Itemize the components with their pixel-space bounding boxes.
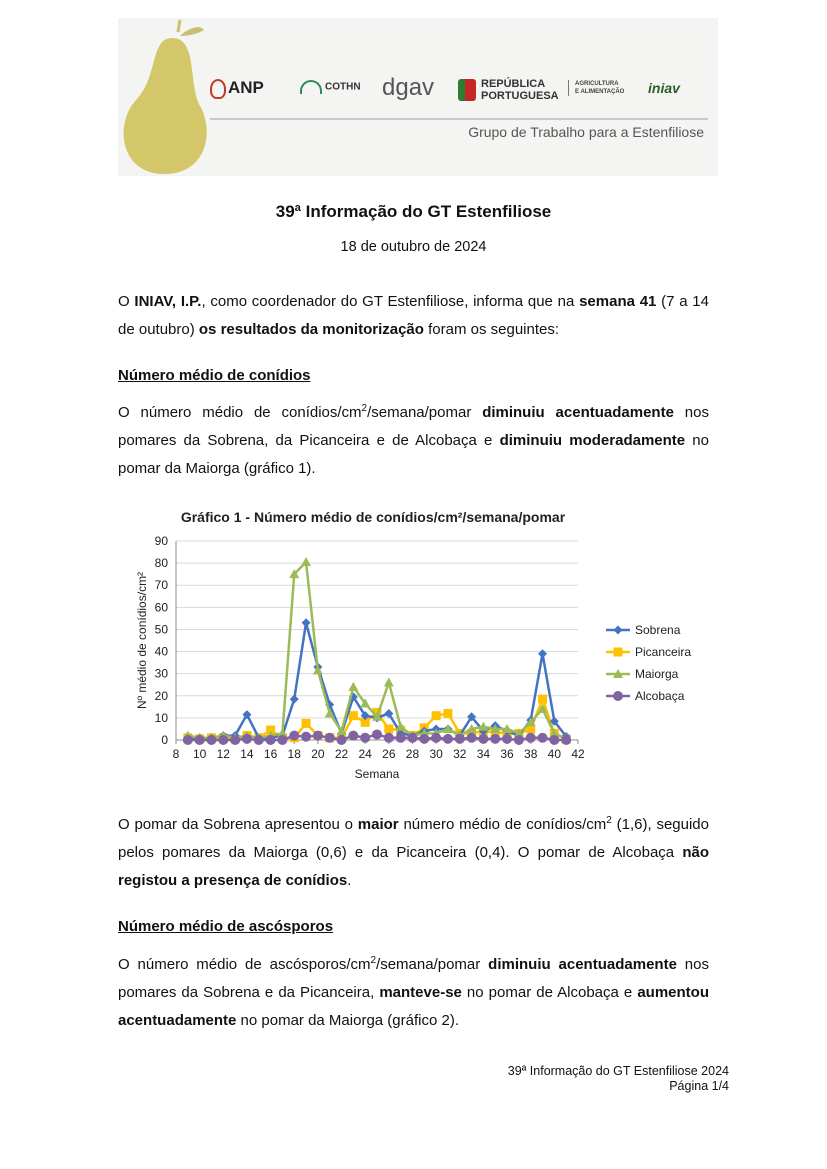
data-point-alcobaça bbox=[384, 733, 394, 743]
data-point-picanceira bbox=[349, 711, 358, 720]
data-point-alcobaça bbox=[301, 732, 311, 742]
y-tick-label: 20 bbox=[154, 688, 168, 703]
conidios-line-chart bbox=[128, 500, 708, 790]
legend-label: Sobrena bbox=[635, 623, 681, 637]
data-point-alcobaça bbox=[218, 735, 228, 745]
data-point-alcobaça bbox=[443, 734, 453, 744]
x-tick-label: 10 bbox=[192, 747, 207, 761]
y-tick-label: 30 bbox=[154, 666, 168, 681]
legend-label: Picanceira bbox=[635, 645, 692, 659]
data-point-alcobaça bbox=[514, 735, 524, 745]
data-point-maiorga bbox=[348, 682, 358, 691]
x-tick-label: 12 bbox=[216, 747, 230, 761]
data-point-alcobaça bbox=[549, 735, 559, 745]
y-tick-label: 0 bbox=[161, 733, 168, 747]
republica-portuguesa-logo: REPÚBLICA PORTUGUESA bbox=[458, 78, 559, 102]
legend-label: Maiorga bbox=[635, 667, 679, 681]
data-point-alcobaça bbox=[455, 734, 465, 744]
x-axis-label: Semana bbox=[354, 767, 400, 781]
x-tick-label: 36 bbox=[500, 747, 514, 761]
ascosporos-paragraph: O número médio de ascósporos/$cm^2/semana$/pomar diminuiu acentuadamente nos pomares da Sobrena e da Picanceira, manteve-se no pomar de Alcobaça e aumentou acentuadamente no pomar da Maiorga (gráfico 2). bbox=[118, 955, 709, 1029]
data-point-alcobaça bbox=[561, 735, 571, 745]
data-point-picanceira bbox=[384, 724, 393, 733]
legend-marker-sobrena bbox=[614, 626, 623, 635]
data-point-alcobaça bbox=[348, 731, 358, 741]
y-axis-label: Nº médio de conídios/cm² bbox=[135, 571, 149, 710]
legend-marker-picanceira bbox=[614, 648, 623, 657]
data-point-sobrena bbox=[538, 649, 547, 658]
x-tick-label: 22 bbox=[334, 747, 349, 761]
agricultura-logo: AGRICULTURA E ALIMENTAÇÃO bbox=[568, 80, 624, 96]
data-point-maiorga bbox=[301, 557, 311, 566]
banner-divider bbox=[210, 118, 708, 120]
legend-marker-alcobaça bbox=[613, 691, 623, 701]
intro-paragraph: O INIAV, I.P., como coordenador do GT Estenfiliose, informa que na semana 41 (7 a 14 de outubro) os resultados da monitorização foram os seguintes: bbox=[118, 293, 709, 338]
x-tick-label: 26 bbox=[382, 747, 396, 761]
y-tick-label: 40 bbox=[154, 644, 168, 659]
data-point-alcobaça bbox=[419, 734, 429, 744]
iniav-logo: iniav bbox=[648, 80, 680, 96]
x-tick-label: 30 bbox=[429, 747, 443, 761]
x-tick-label: 16 bbox=[263, 747, 278, 761]
x-tick-label: 40 bbox=[547, 747, 562, 761]
data-point-alcobaça bbox=[313, 731, 323, 741]
chart-title: Gráfico 1 - Número médio de conídios/cm²/semana/pomar bbox=[180, 509, 566, 525]
footer-doc-title: 39ª Informação do GT Estenfiliose 2024 bbox=[507, 1064, 729, 1078]
data-point-alcobaça bbox=[289, 731, 299, 741]
x-tick-label: 8 bbox=[172, 747, 180, 761]
data-point-alcobaça bbox=[325, 733, 335, 743]
x-tick-label: 20 bbox=[311, 747, 325, 761]
data-point-picanceira bbox=[443, 709, 452, 718]
data-point-alcobaça bbox=[407, 733, 417, 743]
data-point-alcobaça bbox=[431, 733, 441, 743]
data-point-alcobaça bbox=[538, 733, 548, 743]
document-date: 18 de outubro de 2024 bbox=[340, 239, 487, 255]
data-point-alcobaça bbox=[337, 735, 347, 745]
x-tick-label: 14 bbox=[240, 747, 254, 761]
data-point-maiorga bbox=[384, 678, 394, 687]
x-tick-label: 38 bbox=[524, 747, 538, 761]
data-point-alcobaça bbox=[360, 733, 370, 743]
anp-logo: ANP bbox=[210, 78, 264, 99]
document-title: 39ª Informação do GT Estenfiliose bbox=[275, 202, 552, 221]
banner-subtitle: Grupo de Trabalho para a Estenfiliose bbox=[468, 124, 704, 140]
section-heading-ascosporos: Número médio de ascósporos bbox=[118, 918, 334, 935]
data-point-alcobaça bbox=[183, 735, 193, 745]
data-point-alcobaça bbox=[478, 734, 488, 744]
data-point-alcobaça bbox=[242, 734, 252, 744]
data-point-alcobaça bbox=[490, 734, 500, 744]
section-heading-conidios: Número médio de conídios bbox=[118, 367, 311, 384]
dgav-logo: dgav bbox=[382, 74, 435, 101]
y-tick-label: 80 bbox=[154, 556, 168, 571]
legend-label: Alcobaça bbox=[635, 689, 685, 703]
conidios-paragraph-2: O pomar da Sobrena apresentou o maior número médio de conídios/$cm^2$ (1,6), seguido pelos pomares da Maiorga (0,6) e da Picanceira (0,4). O pomar de Alcobaça não registou a presença de conídios. bbox=[118, 815, 709, 889]
data-point-alcobaça bbox=[372, 729, 382, 739]
data-point-alcobaça bbox=[195, 735, 205, 745]
y-tick-label: 70 bbox=[154, 578, 168, 593]
x-tick-label: 24 bbox=[358, 747, 372, 761]
cothn-logo: COTHN bbox=[300, 80, 361, 94]
conidios-paragraph-1: O número médio de conídios/$cm^2/semana$/pomar diminuiu acentuadamente nos pomares da Sobrena, da Picanceira e de Alcobaça e diminuiu moderadamente no pomar da Maiorga (gráfico 1). bbox=[118, 403, 709, 477]
y-tick-label: 90 bbox=[154, 534, 168, 548]
data-point-picanceira bbox=[538, 695, 547, 704]
data-point-alcobaça bbox=[467, 733, 477, 743]
data-point-picanceira bbox=[302, 719, 311, 728]
data-point-sobrena bbox=[302, 618, 311, 627]
data-point-alcobaça bbox=[396, 733, 406, 743]
data-point-picanceira bbox=[432, 711, 441, 720]
data-point-alcobaça bbox=[230, 735, 240, 745]
data-point-alcobaça bbox=[254, 735, 264, 745]
footer-page-number: Página 1/4 bbox=[669, 1079, 729, 1093]
data-point-alcobaça bbox=[502, 734, 512, 744]
data-point-alcobaça bbox=[526, 733, 536, 743]
y-tick-label: 10 bbox=[154, 710, 168, 725]
x-tick-label: 34 bbox=[476, 747, 491, 761]
y-tick-label: 50 bbox=[154, 622, 168, 637]
data-point-alcobaça bbox=[266, 735, 276, 745]
y-tick-label: 60 bbox=[154, 600, 168, 615]
data-point-alcobaça bbox=[206, 735, 216, 745]
x-tick-label: 32 bbox=[453, 747, 467, 761]
x-tick-label: 18 bbox=[287, 747, 301, 761]
x-tick-label: 28 bbox=[405, 747, 420, 761]
page-footer bbox=[508, 1064, 729, 1094]
x-tick-label: 42 bbox=[571, 747, 585, 761]
data-point-alcobaça bbox=[277, 735, 287, 745]
partner-logos bbox=[210, 76, 710, 116]
header-banner bbox=[118, 18, 718, 176]
